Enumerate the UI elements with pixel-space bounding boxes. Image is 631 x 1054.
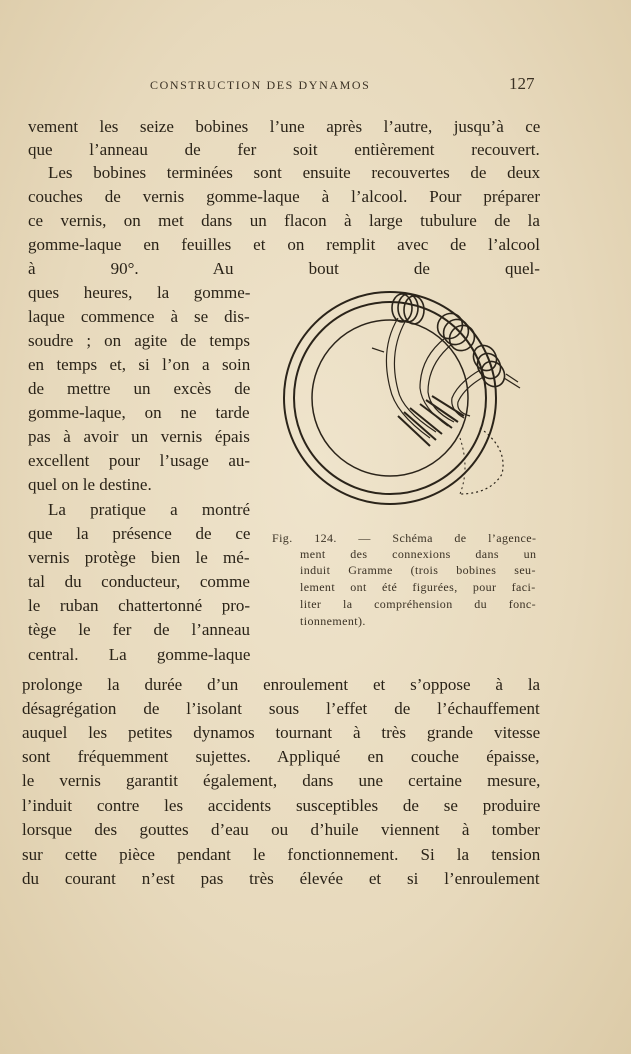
coil-3 <box>469 341 509 391</box>
body-line: soudre ; on agite de temps <box>28 331 250 350</box>
body-line: laque commence à se dis- <box>28 307 250 326</box>
ring-outer <box>284 292 496 504</box>
body-line: désagrégation de l’isolant sous l’effet de l’échauffement <box>22 699 540 718</box>
body-line: couches de vernis gomme-laque à l’alcool. Pour préparer <box>28 187 541 206</box>
body-line: auquel les petites dynamos tournant à très grande vitesse <box>22 723 541 742</box>
body-line: Les bobines terminées sont ensuite recouvertes de deux <box>48 163 541 182</box>
body-line: gomme-laque en feuilles et on remplit avec de l’alcool <box>28 235 541 254</box>
body-line: que la présence de ce <box>28 524 251 543</box>
body-line: l’induit contre les accidents susceptibles de se produire <box>22 796 541 815</box>
figure-caption-line: Fig. 124. — Schéma de l’agence- <box>272 531 537 545</box>
figure-caption-line: induit Gramme (trois bobines seu- <box>300 563 536 577</box>
body-line: du courant n’est pas très élevée et si l’enroulement <box>22 869 540 888</box>
body-line: La pratique a montré <box>48 500 251 519</box>
dotted-wire-2 <box>460 438 465 494</box>
body-line: sont fréquemment sujettes. Appliqué en couche épaisse, <box>22 747 540 766</box>
figure-caption-line: ment des connexions dans un <box>300 547 537 561</box>
body-line: le vernis garantit également, dans une certaine mesure, <box>22 771 541 790</box>
body-line: ques heures, la gomme- <box>28 283 251 302</box>
body-line: pas à avoir un vernis épais <box>28 427 250 446</box>
body-line: le ruban chattertonné pro- <box>28 596 251 615</box>
page-number: 127 <box>509 74 535 93</box>
body-line: vernis protège bien le mé- <box>28 548 250 567</box>
body-line: central. La gomme-laque <box>28 645 251 664</box>
body-line: quel on le destine. <box>28 475 152 494</box>
dotted-wire <box>460 428 503 494</box>
connection-wires <box>372 318 520 446</box>
body-line: lorsque des gouttes d’eau ou d’huile viennent à tomber <box>22 820 540 839</box>
figure-caption-line: liter la compréhension du fonc- <box>300 597 537 611</box>
coils <box>392 294 509 391</box>
body-line: tège le fer de l’anneau <box>28 620 251 639</box>
body-line: prolonge la durée d’un enroulement et s’oppose à la <box>22 675 541 694</box>
body-line: en temps et, si l’on a soin <box>28 355 251 374</box>
figure-caption-line: tionnement). <box>300 614 366 628</box>
body-line: excellent pour l’usage au- <box>28 451 251 470</box>
body-line: gomme-laque, on ne tarde <box>28 403 250 422</box>
ring-inner-edge <box>294 302 486 494</box>
body-line: que l’anneau de fer soit entièrement recouvert. <box>28 140 540 159</box>
gramme-armature-figure <box>280 288 530 510</box>
body-line: de mettre un excès de <box>28 379 251 398</box>
running-header-title: CONSTRUCTION DES DYNAMOS <box>150 78 371 92</box>
body-line: tal du conducteur, comme <box>28 572 250 591</box>
body-line: vement les seize bobines l’une après l’autre, jusqu’à ce <box>28 117 541 136</box>
ring-inner <box>312 320 468 476</box>
figure-caption-line: lement ont été figurées, pour faci- <box>300 580 536 594</box>
body-line: sur cette pièce pendant le fonctionnement. Si la tension <box>22 845 541 864</box>
body-line: ce vernis, on met dans un flacon à large tubulure de la <box>28 211 540 230</box>
body-line: à 90°. Au bout de quel- <box>28 259 540 278</box>
